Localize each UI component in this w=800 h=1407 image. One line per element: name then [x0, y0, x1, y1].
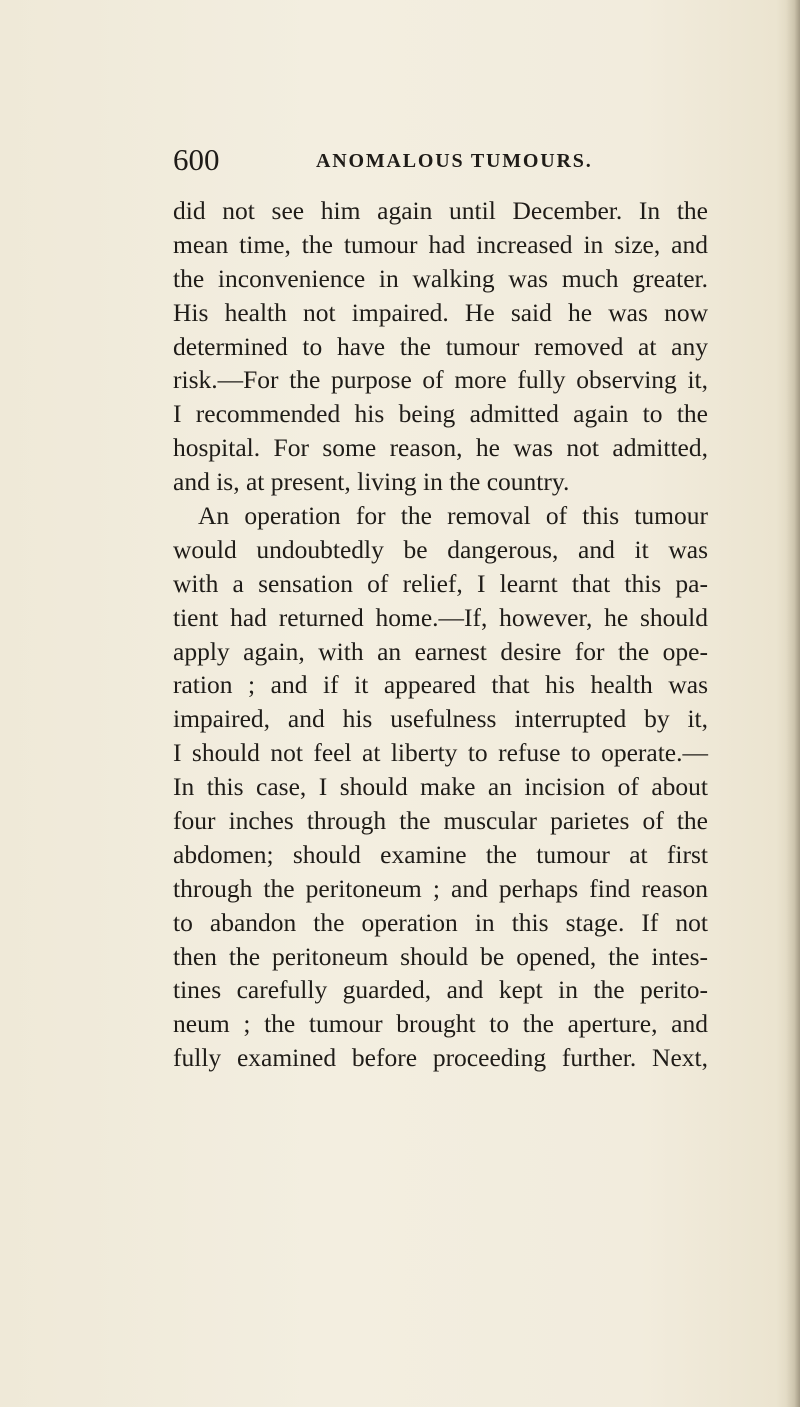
text-line: then the peritoneum should be opened, the intes- — [173, 941, 708, 971]
text-line: the inconvenience in walking was much greater. — [173, 263, 708, 293]
text-line: I recommended his being admitted again to the — [173, 399, 708, 429]
text-line: mean time, the tumour had increased in size, and — [173, 229, 708, 259]
text-line: four inches through the muscular parietes of the — [173, 806, 708, 836]
text-line: In this case, I should make an incision of about — [173, 772, 708, 802]
running-title: ANOMALOUS TUMOURS. — [316, 150, 593, 172]
text-line: impaired, and his usefulness interrupted by it, — [173, 704, 708, 734]
text-line: through the peritoneum ; and perhaps find reason — [173, 873, 708, 903]
text-line: apply again, with an earnest desire for the ope- — [173, 636, 708, 666]
text-line: neum ; the tumour brought to the aperture, and — [173, 1009, 708, 1039]
page-number: 600 — [173, 142, 220, 177]
text-line: tient had returned home.—If, however, he should — [173, 602, 708, 632]
text-line: risk.—For the purpose of more fully observing it, — [173, 365, 708, 395]
text-line: with a sensation of relief, I learnt that this pa- — [173, 568, 708, 598]
text-line: determined to have the tumour removed at any — [173, 331, 708, 361]
running-head — [173, 142, 633, 178]
paragraph-start-line: An operation for the removal of this tumour — [198, 501, 708, 531]
text-line: ration ; and if it appeared that his health was — [173, 670, 708, 700]
text-line: I should not feel at liberty to refuse to operate.— — [173, 738, 708, 768]
text-line: His health not impaired. He said he was now — [173, 297, 708, 327]
text-line: abdomen; should examine the tumour at first — [173, 839, 708, 869]
body-text — [173, 194, 708, 1075]
text-line: tines carefully guarded, and kept in the perito- — [173, 975, 708, 1005]
page-edge-shadow — [786, 0, 800, 1407]
text-line: to abandon the operation in this stage. If not — [173, 907, 708, 937]
text-line: would undoubtedly be dangerous, and it was — [173, 534, 708, 564]
text-line: did not see him again until December. In the — [173, 196, 708, 225]
paragraph-end-line: and is, at present, living in the country. — [173, 467, 570, 497]
text-line: hospital. For some reason, he was not admitted, — [173, 433, 708, 463]
text-line: fully examined before proceeding further. Next, — [173, 1043, 708, 1073]
